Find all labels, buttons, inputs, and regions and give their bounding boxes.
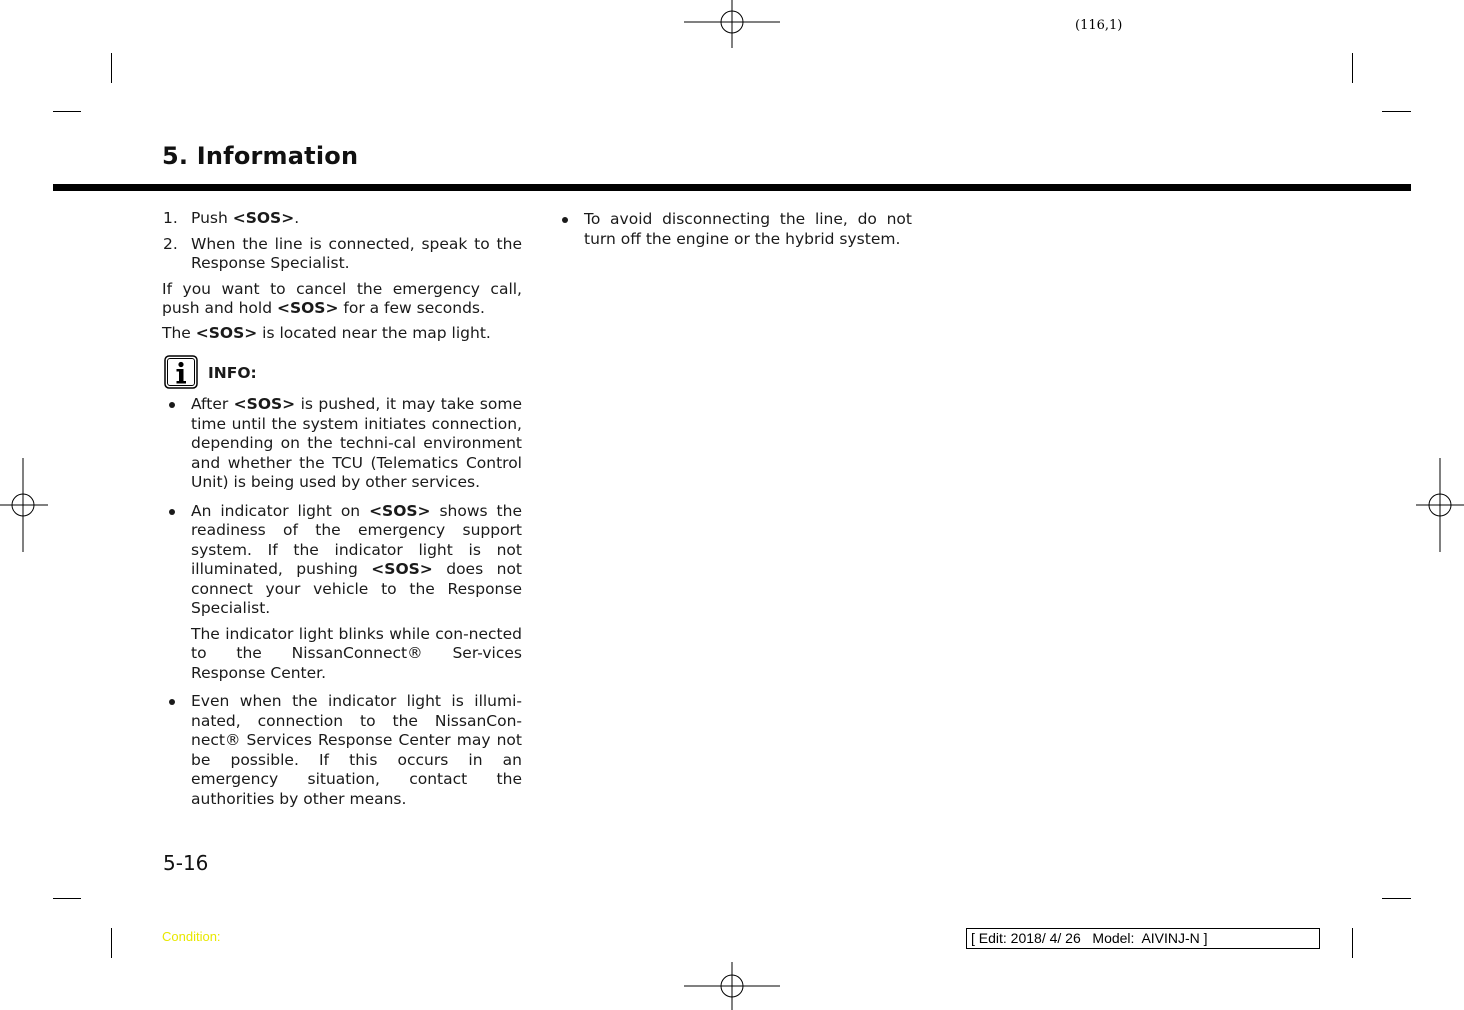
sos-button-label: <SOS> [195, 323, 258, 342]
location-paragraph [162, 324, 522, 344]
bullet-dot [169, 699, 175, 705]
crop-mark-top-right-h [1382, 111, 1411, 112]
registration-mark-bottom [684, 962, 780, 1010]
para-text: The [162, 323, 196, 342]
sos-button-label: <SOS> [276, 299, 339, 317]
bullet-text-mid: shows the readiness of the emergency support system. If the indicator light is not illuminated, pushing [191, 501, 522, 578]
info-bullet [162, 692, 522, 809]
crop-mark-bottom-left [111, 928, 112, 958]
step-1 [162, 209, 522, 229]
crop-mark-top-left [111, 53, 112, 83]
registration-mark-right [1416, 458, 1464, 552]
condition-label: Condition: [162, 929, 221, 944]
crop-mark-top-left-h [53, 111, 81, 112]
info-icon [164, 355, 198, 389]
step-text: When the line is connected, speak to the Response Specialist. [191, 234, 522, 272]
bullet-text-end: does not connect your vehicle to the Response Specialist. [191, 560, 523, 617]
para-text-end: for a few seconds. [338, 299, 485, 317]
para-text-end: is located near the map light. [257, 323, 491, 342]
section-title: 5. Information [162, 142, 359, 170]
crop-mark-top-right [1352, 53, 1353, 83]
step-number: 2. [163, 234, 178, 253]
right-column [555, 210, 912, 258]
info-bullet [162, 395, 522, 493]
bullet-subparagraph: The indicator light blinks while con-nected to the NissanConnect® Ser-vices Response Center. [191, 624, 522, 682]
sos-button-label: <SOS> [232, 209, 295, 227]
cancel-paragraph [162, 280, 522, 319]
registration-mark-left [0, 458, 48, 552]
step-2 [162, 235, 522, 274]
bullet-text-end: is pushed, it may take some time until the system initiates connection, depending on the techni-cal environment and whether the TCU (Telematics Control Unit) is being used by other services. [191, 395, 522, 491]
edit-info-box: [ Edit: 2018/ 4/ 26 Model: AIVINJ-N ] [966, 928, 1320, 949]
bullet-text: To avoid disconnecting the line, do not turn off the engine or the hybrid system. [584, 210, 912, 248]
sos-button-label: <SOS> [371, 560, 433, 578]
crop-mark-bottom-right [1352, 928, 1353, 958]
info-label: INFO: [208, 364, 257, 382]
step-number: 1. [163, 209, 178, 227]
crop-mark-bottom-left-h [53, 898, 81, 899]
caution-bullet [555, 210, 912, 249]
page-number: 5-16 [163, 851, 209, 875]
sos-button-label: <SOS> [233, 395, 296, 413]
section-rule [53, 184, 1411, 191]
bullet-dot [169, 509, 175, 515]
crop-mark-bottom-right-h [1382, 898, 1411, 899]
bullet-text: An indicator light on [191, 501, 370, 520]
para-text: If you want to cancel the emergency call, push and hold [162, 279, 522, 317]
step-text: Push [191, 209, 233, 227]
bullet-text: After [191, 395, 234, 413]
bullet-dot [562, 217, 568, 223]
page-reference: (116,1) [1075, 18, 1123, 33]
left-column [162, 209, 522, 818]
bullet-text: Even when the indicator light is illumi-nated, connection to the NissanCon-nect® Services Response Center may not be possible. If this occurs in an emergency situation, contact the authorities by other means. [191, 692, 522, 808]
info-header [162, 355, 522, 391]
bullet-dot [169, 402, 175, 408]
step-text-end: . [294, 209, 300, 227]
info-bullet [162, 502, 522, 684]
sos-button-label: <SOS> [369, 501, 431, 520]
registration-mark-top [684, 0, 780, 48]
